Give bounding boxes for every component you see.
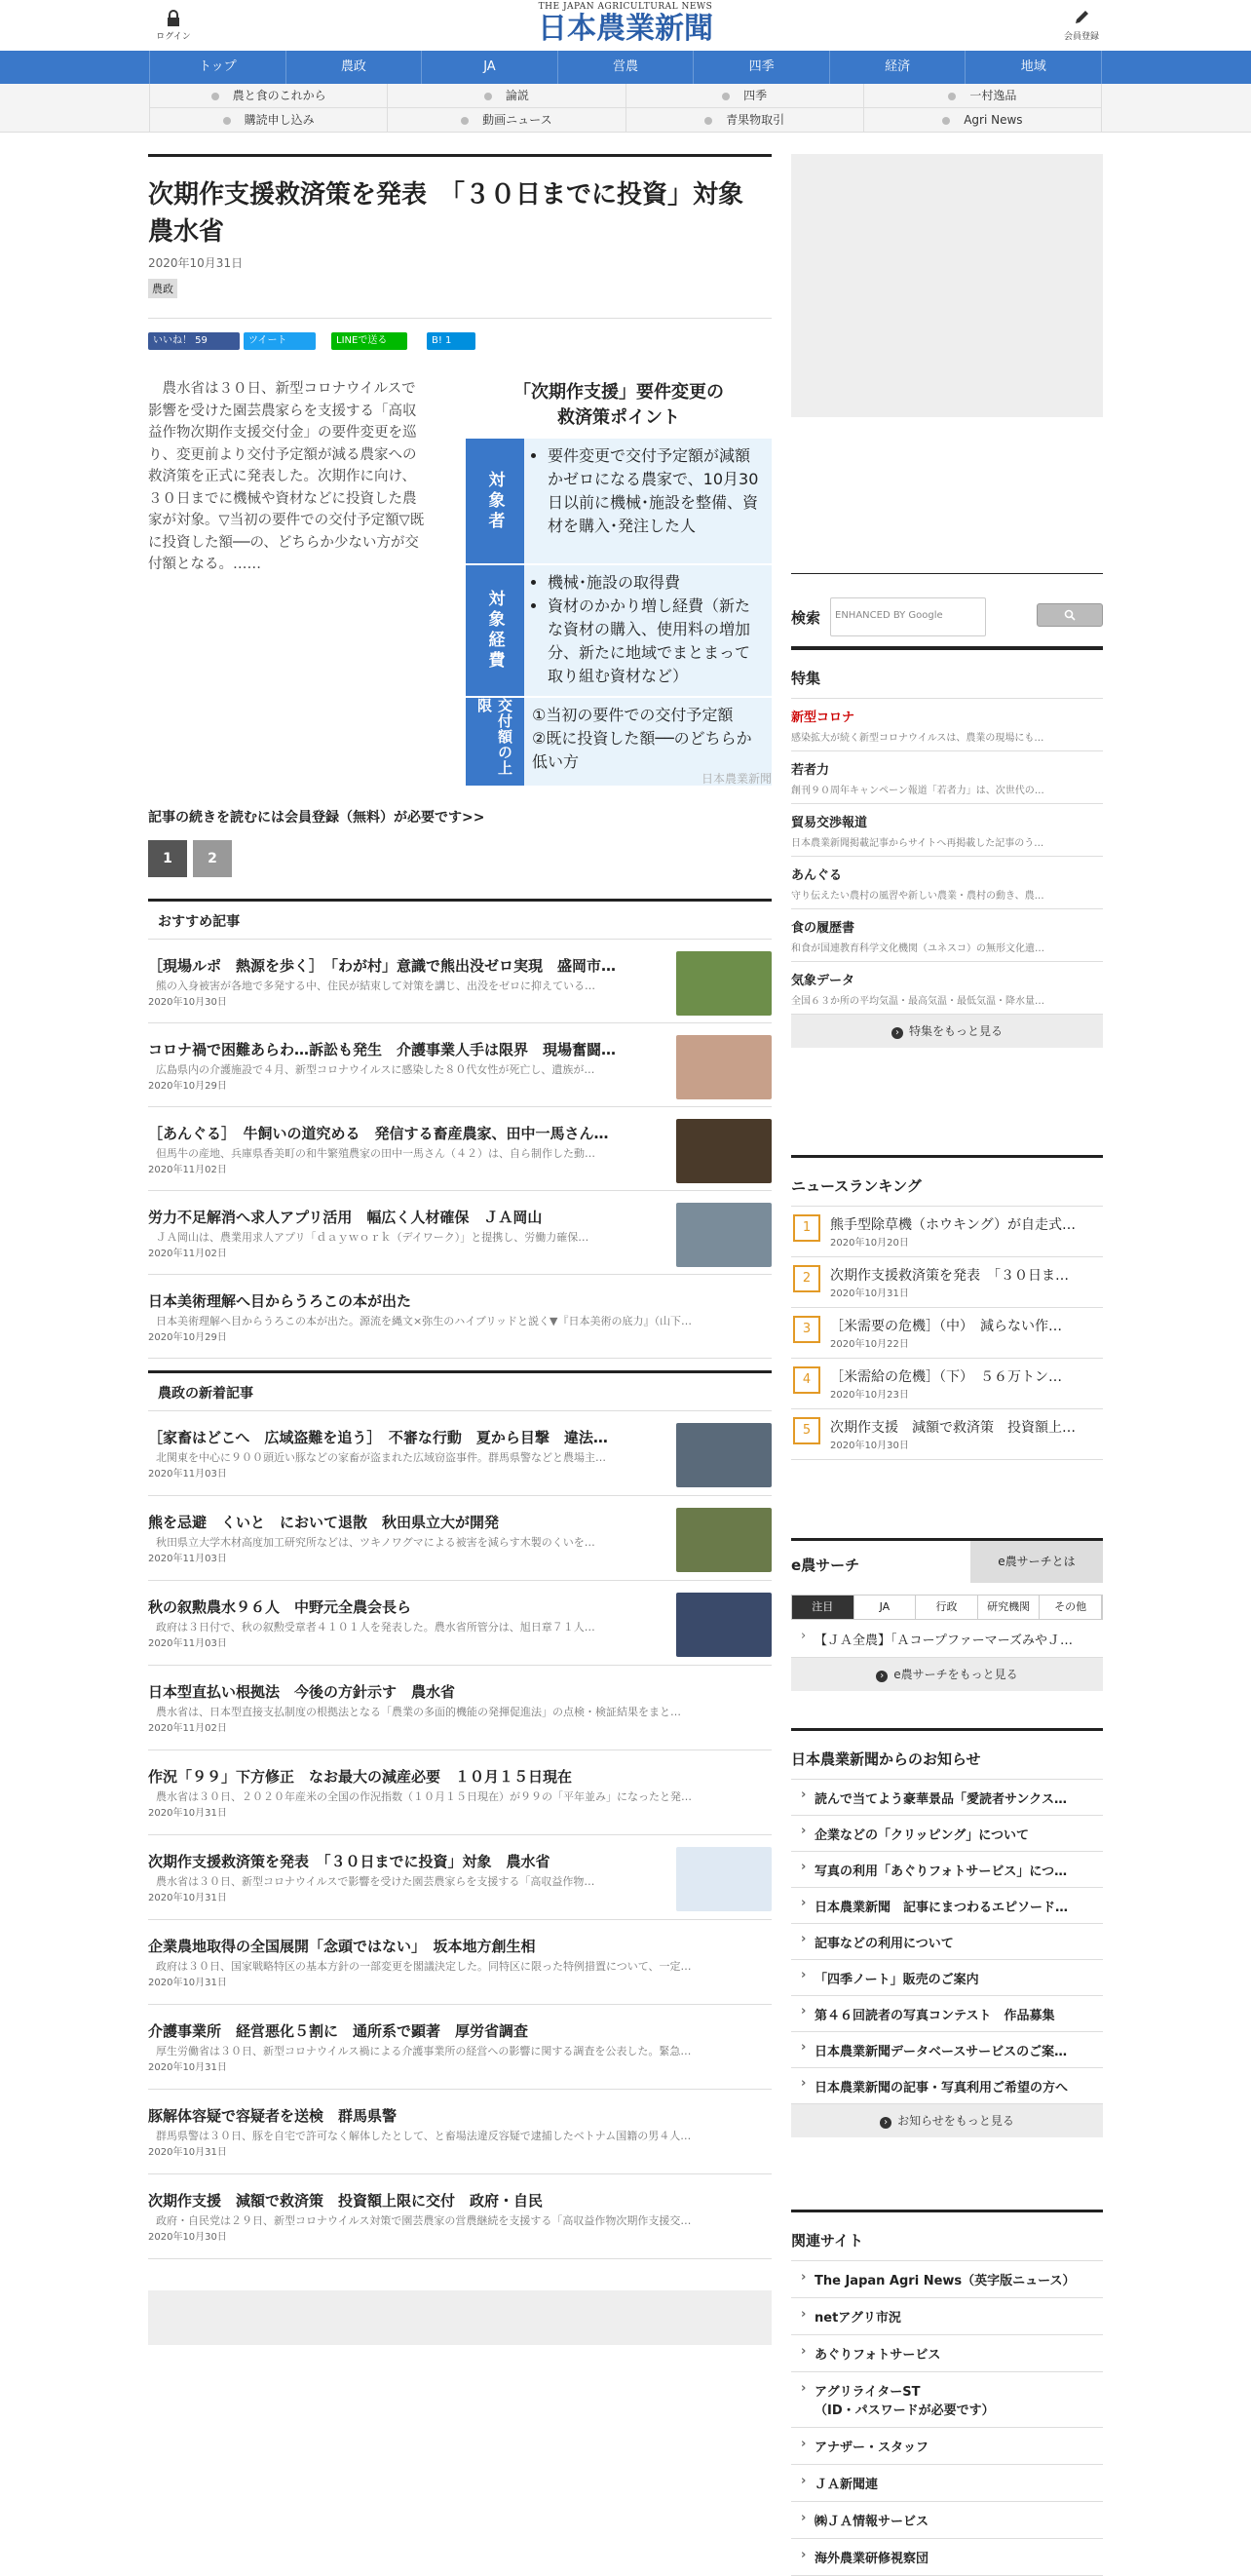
article-list-item[interactable]: [148, 1666, 772, 1750]
hatena-bookmark-button[interactable]: B! 1: [427, 332, 475, 350]
ranking-date: 2020年10月23日: [830, 1390, 909, 1401]
site-search: [791, 573, 1103, 647]
article-item-snippet: 群馬県警は３０日、豚を自宅で許可なく解体したとして、と畜場法違反容疑で逮捕したベトナム国籍の男４人…: [156, 2130, 692, 2142]
sidebar: [791, 154, 1103, 2576]
ranking-title[interactable]: 次期作支援 減額で救済策 投資額上…: [830, 1420, 1076, 1436]
lock-icon: [166, 10, 181, 27]
article-list-item[interactable]: [148, 1023, 772, 1107]
figure-row-label: 対象者: [466, 439, 524, 565]
article-list-item[interactable]: [148, 2005, 772, 2090]
ranking-number: 4: [793, 1366, 820, 1394]
article-body: [148, 370, 772, 789]
article-item-date: 2020年10月31日: [148, 1808, 227, 1819]
subnav-item[interactable]: 論説: [388, 84, 626, 107]
article-list-item[interactable]: [148, 2174, 772, 2259]
subnav-item[interactable]: Agri News: [864, 108, 1102, 132]
subnav-item[interactable]: 青果物取引: [626, 108, 864, 132]
pen-icon: [1074, 10, 1089, 27]
register-button[interactable]: [1062, 10, 1101, 42]
feature-title[interactable]: 新型コロナ: [791, 711, 855, 725]
article-item-date: 2020年11月02日: [148, 1165, 227, 1175]
tab-featured[interactable]: 注目: [792, 1596, 854, 1619]
article-lead: 農水省は３０日、新型コロナウイルスで影響を受けた園芸農家らを支援する「高収益作物次期作支援交付金」の要件変更を巡り、変更前より交付予定額が減る農家への救済策を正式に発表した。次期作に向け、３０日までに機械や資材などに投資した農家が対象。▽当初の要件での交付予定額▽既に投資した額──の、どちらか少ない方が交付額となる。……: [148, 381, 425, 572]
login-label: ログイン: [156, 32, 191, 42]
tab-government[interactable]: 行政: [916, 1596, 978, 1619]
article-thumbnail[interactable]: [676, 1508, 772, 1572]
article-list-item[interactable]: [148, 1275, 772, 1359]
related-site-link[interactable]: › ㈱ＪＡ情報サービス: [791, 2502, 1103, 2539]
subnav-item[interactable]: 購読申し込み: [150, 108, 388, 132]
article-item-date: 2020年11月03日: [148, 1638, 227, 1649]
site-header: [0, 0, 1251, 51]
nav-top[interactable]: トップ: [150, 51, 286, 84]
ranking-date: 2020年10月20日: [830, 1238, 909, 1249]
ranking-title[interactable]: ［米需給の危機］（下） ５６万トン…: [830, 1369, 1062, 1385]
feature-title[interactable]: 貿易交渉報道: [791, 816, 868, 830]
register-cta-link[interactable]: 記事の続きを読むには会員登録（無料）が必要です>>: [148, 810, 485, 826]
ad-banner[interactable]: [148, 2290, 772, 2345]
article-list-item[interactable]: [148, 1750, 772, 1835]
subnav-item[interactable]: 動画ニュース: [388, 108, 626, 132]
facebook-like-button[interactable]: いいね！ 59: [148, 332, 240, 350]
article-item-title[interactable]: 豚解体容疑で容疑者を送検 群馬県警: [148, 2107, 398, 2125]
page-2-button[interactable]: 2: [193, 840, 232, 877]
esearch-item[interactable]: › 【ＪＡ全農】「ＡコープファーマーズみやＪ…: [791, 1620, 1103, 1658]
related-list: [791, 2261, 1103, 2576]
article-item-date: 2020年10月31日: [148, 1893, 227, 1903]
nav-ja[interactable]: JA: [422, 51, 558, 84]
related-site-link[interactable]: › The Japan Agri News（英字版ニュース）: [791, 2261, 1103, 2298]
recommended-heading: おすすめ記事: [148, 899, 772, 940]
article-item-date: 2020年10月29日: [148, 1332, 227, 1343]
article-list-item[interactable]: [148, 1107, 772, 1191]
related-site-link[interactable]: › あぐりフォトサービス: [791, 2335, 1103, 2372]
notice-link[interactable]: › 写真の利用「あぐりフォトサービス」につ…: [791, 1852, 1103, 1888]
feature-item[interactable]: [791, 804, 1103, 857]
notices-heading: 日本農業新聞からのお知らせ: [791, 1731, 1103, 1780]
article-item-title[interactable]: 企業農地取得の全国展開「念頭ではない」 坂本地方創生相: [148, 1938, 536, 1955]
search-input[interactable]: ENHANCED BY Google: [830, 597, 986, 636]
site-logo[interactable]: [532, 2, 719, 47]
related-site-link[interactable]: › ＪＡ新聞連: [791, 2465, 1103, 2502]
article-item-snippet: 農水省は３０日、２０２０年産米の全国の作況指数（１０月１５日現在）が９９の「平年並み」になったと発…: [156, 1790, 692, 1803]
article-thumbnail[interactable]: [676, 1847, 772, 1911]
article-list-item[interactable]: [148, 1920, 772, 2005]
feature-title[interactable]: 食の履歴書: [791, 921, 855, 936]
article-item-snippet: 厚生労働省は３０日、新型コロナウイルス禍による介護事業所の経営への影響に関する調査を公表した。緊急…: [156, 2045, 692, 2057]
subnav-item[interactable]: 四季: [626, 84, 864, 107]
article-item-title[interactable]: 次期作支援救済策を発表 「３０日までに投資」対象 農水省: [148, 1853, 550, 1870]
logo-english: THE JAPAN AGRICULTURAL NEWS: [538, 2, 713, 12]
notices-more-button[interactable]: › お知らせをもっと見る: [791, 2104, 1103, 2137]
ranking-title[interactable]: 次期作支援救済策を発表 「３０日ま…: [830, 1268, 1069, 1284]
subnav-item[interactable]: 一村逸品: [864, 84, 1102, 107]
figure-credit: 日本農業新聞: [701, 772, 772, 786]
ranking-list: [791, 1207, 1103, 1460]
main-nav: [0, 51, 1251, 84]
article-thumbnail[interactable]: [676, 1423, 772, 1487]
esearch-tabs: [791, 1595, 1103, 1620]
article-item-snippet: 広島県内の介護施設で４月、新型コロナウイルスに感染した８０代女性が死亡し、遺族が…: [156, 1063, 595, 1076]
esearch-header: [791, 1538, 1103, 1583]
article-thumbnail[interactable]: [676, 1593, 772, 1657]
feature-snippet: 守り伝えたい農村の風習や新しい農業・農村の動き、農…: [791, 891, 1044, 902]
tab-research[interactable]: 研究機関: [978, 1596, 1041, 1619]
ranking-number: 3: [793, 1316, 820, 1343]
figure-row-label: 交付額の上限: [466, 698, 524, 788]
feature-snippet: 創刊９０周年キャンペーン報道「若者力」は、次世代の…: [791, 786, 1044, 796]
article-item-title[interactable]: 日本型直払い根拠法 今後の方針示す 農水省: [148, 1683, 456, 1701]
feature-item[interactable]: [791, 699, 1103, 751]
feature-item[interactable]: [791, 909, 1103, 962]
ranking-item[interactable]: [791, 1409, 1103, 1460]
article-list-item[interactable]: [148, 2090, 772, 2174]
figure-row-label: 対象経費: [466, 565, 524, 698]
related-heading: 関連サイト: [791, 2212, 1103, 2261]
feature-title[interactable]: あんぐる: [791, 868, 843, 883]
esearch-about-button[interactable]: e農サーチとは: [970, 1541, 1103, 1583]
ranking-number: 2: [793, 1265, 820, 1292]
article-thumbnail[interactable]: [676, 1203, 772, 1267]
article-item-title[interactable]: 次期作支援 減額で救済策 投資額上限に交付 政府・自民: [148, 2192, 544, 2210]
article-item-date: 2020年11月03日: [148, 1554, 227, 1564]
line-share-button[interactable]: LINEで送る: [331, 332, 407, 350]
ranking-item[interactable]: [791, 1207, 1103, 1257]
notice-link[interactable]: › 記事などの利用について: [791, 1924, 1103, 1960]
nav-economy[interactable]: 経済: [830, 51, 967, 84]
article-item-date: 2020年10月30日: [148, 2232, 227, 2243]
ranking-number: 5: [793, 1417, 820, 1444]
article-title: 次期作支援救済策を発表 「３０日までに投資」対象 農水省: [148, 180, 770, 247]
feature-title[interactable]: 若者力: [791, 763, 830, 778]
article-item-date: 2020年10月30日: [148, 997, 227, 1008]
article-item-date: 2020年11月03日: [148, 1469, 227, 1480]
article-item-date: 2020年10月31日: [148, 1978, 227, 1988]
ranking-item[interactable]: [791, 1257, 1103, 1308]
related-site-link[interactable]: › アグリライターST （ID・パスワードが必要です）: [791, 2372, 1103, 2428]
article-item-title[interactable]: ［家畜はどこへ 広域盗難を追う］ 不審な行動 夏から目撃 違法…: [148, 1429, 608, 1446]
article-item-snippet: 熊の入身被害が各地で多発する中、住民が結束して対策を講じ、出没をゼロに抑えている…: [156, 980, 595, 992]
ranking-date: 2020年10月22日: [830, 1339, 909, 1350]
article-item-title[interactable]: ［あんぐる］ 牛飼いの道究める 発信する畜産農家、田中一馬さん…: [148, 1125, 609, 1142]
article-item-snippet: 農水省は３０日、新型コロナウイルスで影響を受けた園芸農家らを支援する「高収益作物…: [156, 1875, 595, 1888]
article-item-snippet: 政府は３日付で、秋の叙勲受章者４１０１人を発表した。農水省所管分は、旭日章７１人…: [156, 1621, 595, 1634]
nav-region[interactable]: 地域: [966, 51, 1102, 84]
login-button[interactable]: [154, 10, 193, 42]
article-item-snippet: 農水省は、日本型直接支払制度の根拠法となる「農業の多面的機能の発揮促進法」の点検・検証結果をまと…: [156, 1706, 681, 1718]
tweet-button[interactable]: ツイート: [244, 332, 316, 350]
nav-policy[interactable]: 農政: [286, 51, 423, 84]
features-heading: 特集: [791, 650, 1103, 699]
article-item-title[interactable]: 労力不足解消へ求人アプリ活用 幅広く人材確保 ＪＡ岡山: [148, 1209, 543, 1226]
article-list-item[interactable]: [148, 1411, 772, 1496]
article-item-title[interactable]: 作況「９９」下方修正 なお最大の減産必要 １０月１５日現在: [148, 1768, 573, 1786]
related-site-link[interactable]: › 海外農業研修視察団: [791, 2539, 1103, 2576]
related-site-link[interactable]: › netアグリ市況: [791, 2298, 1103, 2335]
category-tag[interactable]: 農政: [148, 279, 177, 298]
ranking-title[interactable]: 熊手型除草機（ホウキング）が自走式…: [830, 1217, 1076, 1233]
nav-farming[interactable]: 営農: [558, 51, 695, 84]
ad-box[interactable]: [791, 154, 1103, 417]
ranking-date: 2020年10月30日: [830, 1441, 909, 1451]
article-list-item[interactable]: [148, 940, 772, 1023]
latest-heading: 農政の新着記事: [148, 1370, 772, 1411]
notice-link[interactable]: › 日本農業新聞の記事・写真利用ご希望の方へ: [791, 2068, 1103, 2104]
article-item-date: 2020年10月29日: [148, 1081, 227, 1092]
article-date: 2020年10月31日: [148, 256, 244, 270]
article-item-title[interactable]: 日本美術理解へ目からうろこの本が出た: [148, 1292, 412, 1310]
article-item-snippet: 北関東を中心に９００頭近い豚などの家畜が盗まれた広域窃盗事件。群馬県警などと農場主…: [156, 1451, 606, 1464]
article-item-title[interactable]: 熊を忌避 くいと において退散 秋田県立大が開発: [148, 1514, 500, 1531]
notice-link[interactable]: › 日本農業新聞 記事にまつわるエピソード…: [791, 1888, 1103, 1924]
ranking-date: 2020年10月31日: [830, 1288, 909, 1299]
article-item-title[interactable]: ［現場ルポ 熱源を歩く］ 「わが村」意識で熊出没ゼロ実現 盛岡市…: [148, 957, 617, 975]
features-list: [791, 699, 1103, 1015]
figure-row: 対象経費 • 機械･施設の取得費 • 資材のかかり増し経費（新たな資材の購入、使用料の増加分、新たに地域でまとまって取り組む資材など）: [466, 565, 772, 698]
tab-ja[interactable]: JA: [854, 1596, 917, 1619]
figure-row: 対象者 • 要件変更で交付予定額が減額かゼロになる農家で、10月30日以前に機械･施設を整備、資材を購入･発注した人: [466, 439, 772, 565]
search-label: 検索: [791, 609, 821, 627]
article-item-date: 2020年10月31日: [148, 2147, 227, 2158]
notice-link[interactable]: › 日本農業新聞データベースサービスのご案…: [791, 2032, 1103, 2068]
search-icon: [1064, 609, 1076, 621]
esearch-more-button[interactable]: › e農サーチをもっと見る: [791, 1658, 1103, 1691]
ranking-item[interactable]: [791, 1359, 1103, 1409]
article-item-snippet: 但馬牛の産地、兵庫県香美町の和牛繁殖農家の田中一馬さん（４２）は、自ら制作した動…: [156, 1147, 595, 1160]
subnav-item[interactable]: 農と食のこれから: [150, 84, 388, 107]
article-item-title[interactable]: コロナ禍で困難あらわ…訴訟も発生 介護事業人手は限界 現場奮闘…: [148, 1041, 617, 1058]
notice-link[interactable]: › 読んで当てよう豪華景品「愛読者サンクス…: [791, 1780, 1103, 1816]
article-list-item[interactable]: [148, 1496, 772, 1581]
article-list-item[interactable]: [148, 1835, 772, 1920]
figure-row: 交付額の上限 ①当初の要件での交付予定額 ②既に投資した額──のどちらか低い方: [466, 698, 772, 788]
feature-item[interactable]: [791, 857, 1103, 909]
notice-link[interactable]: › 「四季ノート」販売のご案内: [791, 1960, 1103, 1996]
article-thumbnail[interactable]: [676, 1119, 772, 1183]
tab-other[interactable]: その他: [1040, 1596, 1102, 1619]
pagination: [148, 840, 772, 877]
register-label: 会員登録: [1063, 32, 1099, 42]
article-list-item[interactable]: [148, 1581, 772, 1666]
article-item-date: 2020年11月02日: [148, 1723, 227, 1734]
figure-title: 「次期作支援」要件変更の 救済策ポイント: [513, 382, 724, 428]
related-site-link[interactable]: › アナザー・スタッフ: [791, 2428, 1103, 2465]
article-figure: [466, 370, 772, 787]
feature-title[interactable]: 気象データ: [791, 974, 855, 988]
logo-japanese: 日本農業新聞: [538, 12, 713, 46]
feature-snippet: 全国６３か所の平均気温・最高気温・最低気温・降水量…: [791, 996, 1044, 1007]
article-item-title[interactable]: 介護事業所 経営悪化５割に 通所系で顕著 厚労省調査: [148, 2022, 529, 2040]
feature-snippet: 感染拡大が続く新型コロナウイルスは、農業の現場にも…: [791, 733, 1044, 744]
feature-item[interactable]: [791, 962, 1103, 1015]
main-column: [148, 154, 772, 2345]
article-list-item[interactable]: [148, 1191, 772, 1275]
article-item-snippet: ＪＡ岡山は、農業用求人アプリ「ｄａｙｗｏｒｋ（デイワーク）」と提携し、労働力確保…: [156, 1231, 589, 1244]
article-item-snippet: 秋田県立大学木材高度加工研究所などは、ツキノワグマによる被害を減らす木製のくいを…: [156, 1536, 595, 1549]
article-item-snippet: 日本美術理解へ目からうろこの本が出た。源流を縄文×弥生のハイブリッドと説く▼『日本美術の底力』（山下…: [156, 1315, 692, 1327]
article-item-date: 2020年11月02日: [148, 1249, 227, 1259]
feature-snippet: 和食が国連教育科学文化機関（ユネスコ）の無形文化遺…: [791, 943, 1044, 954]
article-item-title[interactable]: 秋の叙勲農水９６人 中野元全農会長ら: [148, 1598, 412, 1616]
notice-link[interactable]: › 第４６回読者の写真コンテスト 作品募集: [791, 1996, 1103, 2032]
features-more-button[interactable]: › 特集をもっと見る: [791, 1015, 1103, 1048]
esearch-heading: e農サーチ: [791, 1557, 860, 1574]
article-item-snippet: 政府・自民党は２９日、新型コロナウイルス対策で園芸農家の営農継続を支援する「高収益作物次期作支援交…: [156, 2214, 692, 2227]
ranking-title[interactable]: ［米需要の危機］（中） 減らない作…: [830, 1319, 1062, 1334]
ranking-item[interactable]: [791, 1308, 1103, 1359]
latest-list: [148, 1411, 772, 2259]
feature-item[interactable]: [791, 751, 1103, 804]
article-thumbnail[interactable]: [676, 1035, 772, 1099]
notices-list: [791, 1780, 1103, 2104]
nav-seasons[interactable]: 四季: [694, 51, 830, 84]
ranking-number: 1: [793, 1214, 820, 1242]
search-button[interactable]: [1037, 603, 1103, 627]
page-1-button[interactable]: 1: [148, 840, 187, 877]
article-item-snippet: 政府は３０日、国家戦略特区の基本方針の一部変更を閣議決定した。同特区に限った特例措置について、一定…: [156, 1960, 692, 1973]
notice-link[interactable]: › 企業などの「クリッピング」について: [791, 1816, 1103, 1852]
recommended-list: [148, 940, 772, 1359]
ranking-heading: ニュースランキング: [791, 1158, 1103, 1207]
feature-snippet: 日本農業新聞掲載記事からサイトへ再掲載した記事のう…: [791, 838, 1044, 849]
sub-nav: [0, 84, 1251, 133]
article-thumbnail[interactable]: [676, 951, 772, 1016]
social-buttons: [148, 318, 772, 357]
article-item-date: 2020年10月31日: [148, 2062, 227, 2073]
